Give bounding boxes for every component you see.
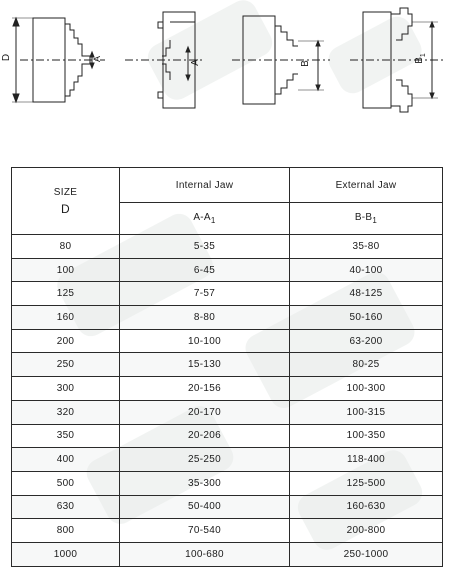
external-jaw-cell: 100-300 (290, 377, 443, 401)
table-row (12, 282, 443, 306)
size-cell: 250 (12, 353, 120, 377)
external-jaw-cell: 100-315 (290, 400, 443, 424)
external-jaw-cell: 200-800 (290, 519, 443, 543)
internal-jaw-header: Internal Jaw (120, 168, 290, 203)
size-cell: 160 (12, 306, 120, 330)
size-cell: 100 (12, 258, 120, 282)
internal-jaw-cell: 5-35 (120, 235, 290, 259)
size-header-label: SIZE (53, 187, 78, 198)
internal-jaw-cell: 6-45 (120, 258, 290, 282)
table-row (12, 235, 443, 259)
external-jaw-cell: 48-125 (290, 282, 443, 306)
external-jaw-cell: 100-350 (290, 424, 443, 448)
internal-jaw-cell: 20-206 (120, 424, 290, 448)
table-row (12, 258, 443, 282)
internal-jaw-cell: 20-156 (120, 377, 290, 401)
internal-jaw-cell: 70-540 (120, 519, 290, 543)
internal-jaw-cell: 35-300 (120, 471, 290, 495)
size-header (12, 168, 120, 235)
diagram-label-b1: $B_1$ (413, 53, 427, 64)
size-cell: 80 (12, 235, 120, 259)
table-row (12, 495, 443, 519)
external-jaw-cell: 118-400 (290, 448, 443, 472)
table-row (12, 353, 443, 377)
external-jaw-cell: 80-25 (290, 353, 443, 377)
internal-jaw-cell: 100-680 (120, 542, 290, 566)
internal-jaw-cell: 8-80 (120, 306, 290, 330)
external-jaw-cell: 125-500 (290, 471, 443, 495)
chuck-diagrams (0, 0, 458, 150)
table-row (12, 400, 443, 424)
table-row (12, 448, 443, 472)
external-jaw-cell: 40-100 (290, 258, 443, 282)
size-cell: 500 (12, 471, 120, 495)
size-cell: 200 (12, 329, 120, 353)
diagram-label-a: A (189, 59, 201, 66)
internal-jaw-cell: 7-57 (120, 282, 290, 306)
external-jaw-cell: 250-1000 (290, 542, 443, 566)
diagram-external-jaw-outer (350, 8, 445, 112)
table-row (12, 329, 443, 353)
jaw-range-table (11, 167, 443, 567)
size-cell: 400 (12, 448, 120, 472)
external-jaw-subheader: $B-B_1$ (290, 203, 443, 235)
internal-jaw-subheader: $A-A_1$ (120, 203, 290, 235)
table-row (12, 377, 443, 401)
size-header-unit: D (61, 202, 70, 216)
size-cell: 300 (12, 377, 120, 401)
size-cell: 320 (12, 400, 120, 424)
size-cell: 630 (12, 495, 120, 519)
diagram-external-jaw-inner (232, 16, 330, 104)
diagram-label-a-small: A (92, 55, 103, 63)
diagram-label-b: B (299, 60, 311, 67)
size-cell: 800 (12, 519, 120, 543)
size-cell: 350 (12, 424, 120, 448)
external-jaw-cell: 35-80 (290, 235, 443, 259)
internal-jaw-cell: 15-130 (120, 353, 290, 377)
external-jaw-cell: 50-160 (290, 306, 443, 330)
internal-jaw-cell: 10-100 (120, 329, 290, 353)
size-cell: 1000 (12, 542, 120, 566)
table-row (12, 306, 443, 330)
diagram-label-d: D (1, 53, 13, 62)
table-row (12, 519, 443, 543)
external-jaw-header: External Jaw (290, 168, 443, 203)
external-jaw-cell: 63-200 (290, 329, 443, 353)
internal-jaw-cell: 25-250 (120, 448, 290, 472)
table-row (12, 542, 443, 566)
table-row (12, 424, 443, 448)
external-jaw-cell: 160-630 (290, 495, 443, 519)
internal-jaw-cell: 20-170 (120, 400, 290, 424)
table-row (12, 471, 443, 495)
internal-jaw-cell: 50-400 (120, 495, 290, 519)
size-cell: 125 (12, 282, 120, 306)
